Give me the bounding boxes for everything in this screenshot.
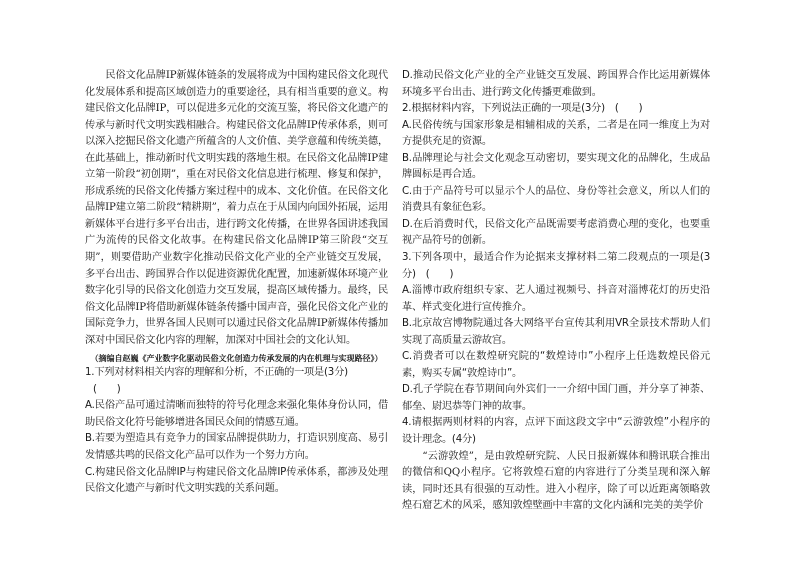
q2-option-b: B.品牌理论与社会文化观念互动密切，要实现文化的品牌化，生成品牌圆标是再合适。 [402, 152, 710, 181]
q2-stem: 2.根据材料内容，下列说法正确的一项是(3分) ( ) [402, 103, 643, 115]
q2-option-c: C.由于产品符号可以显示个人的品位、身份等社会意义，所以人们的消费具有象征色彩。 [402, 185, 710, 214]
q3-option-c: C.消费者可以在数煌研究院的“数煌诗巾”小程序上任选数煌民俗元素，购买专属“敦煌诗巾”。 [402, 351, 710, 379]
q2-option-d: D.在后消费时代，民俗文化产品既需要考虑消费心理的变化，也要重视产品符号的创新。 [402, 218, 710, 247]
q1-stem: 1.下列对材料相关内容的理解和分析，不正确的一项是(3分) [85, 367, 348, 379]
passage-source: （摘编自赵巍《产业数字化驱动民俗文化创造力传承发展的内在机理与实现路径》） [90, 353, 383, 364]
q4-passage: “云游敦煌”，是由敦煌研究院、人民日报新媒体和腾讯联合推出的微信和QQ小程序。它将敦煌石窟的内容进行了分类呈现和深入解读，同时还具有很强的互动性。进入小程序，除了可以近距离领略敦煌石窟艺术的风采，感知敦煌壁画中丰富的文化内涵和完美的美学价 [402, 450, 710, 512]
passage-body: 民俗文化品牌IP新媒体链条的发展将成为中国构建民俗文化现代化发展体系和提高区域创造力的重要途径，具有相当重要的意义。构建民俗文化品牌IP，可以促进多元化的交流互鉴，将民俗文化遗产的传承与新时代文明实践相融合。构建民俗文化品牌IP传承体系，则可以深入挖掘民俗文化遗产所蕴含的人文价值、美学意蕴和传统美德，在此基础上，推动新时代文明实践的落地生根。在民俗文化品牌IP建立第一阶段“初创期”，重在对民俗文化信息进行梳理、修复和保护，形成系统的民俗文化传播方案过程中的成本、文化价值。在民俗文化品牌IP建立第二阶段“精耕期”，着力点在于从国内向国外拓展，运用新媒体平台进行多平台出击，进行跨文化传播，在世界各国讲述我国广为流传的民俗文化故事。在构建民俗文化品牌IP第三阶段“交互期”，则要借助产业数字化推动民俗文化产业的全产业链交互发展，多平台出击、跨国界合作以促进资源优化配置，加速新媒体环境产业数字化引导的民俗文化创造力交互发展，提高区域传播力。最终，民俗文化品牌IP将借助新媒体链条传播中国声音，强化民俗文化产业的国际竞争力，世界各国人民则可以通过民俗文化品牌IP新媒体传播加深对中国民俗文化内容的理解，加深对中国社会的文化认知。 [85, 70, 388, 346]
q2-option-a: A.民俗传统与国家形象是相辅相成的关系，二者是在同一维度上为对方提供充足的资源。 [402, 119, 710, 148]
q3-option-a: A.淄博市政府组织专家、艺人通过视频号、抖音对淄博花灯的历史沿革、样式变化进行宣传推介。 [402, 285, 710, 313]
q1-option-a: A.民俗产品可通过清晰而独特的符号化理念来强化集体身份认同，借助民俗文化符号能够增进各国民众间的情感互通。 [85, 400, 388, 428]
q1-option-c: C.构建民俗文化品牌IP与构建民俗文化品牌IP传承体系，都涉及处理民俗文化遗产与新时代文明实践的关系问题。 [85, 466, 388, 495]
q1-option-b: B.若要为塑造具有竞争力的国家品牌提供助力，打造识别度高、易引发情感共鸣的民俗文化产品可以作为一个努力方向。 [85, 433, 388, 462]
q1-option-d: D.推动民俗文化产业的全产业链交互发展、跨国界合作比运用新媒体环境多平台出击、进行跨文化传播更难做到。 [402, 70, 710, 98]
right-column [402, 68, 710, 515]
q3-option-b: B.北京故宫博物院通过各大网络平台宣传其利用VR全景技术帮助人们实现了高质量云游故宫。 [402, 318, 710, 346]
q4-stem: 4.请根据两则材料的内容，点评下面这段文字中“云游敦煌”小程序的设计理念。(4分) [402, 417, 710, 446]
left-column [85, 68, 388, 498]
q3-stem: 3.下列各项中，最适合作为论据来支撑材料二第二段观点的一项是(3分) ( ) [402, 252, 710, 280]
q1-blank: ( ) [93, 383, 121, 395]
q3-option-d: D.孔子学院在春节期间向外宾们一一介绍中国门画，并分享了神荼、郁垒、尉迟恭等门神的故事。 [402, 384, 710, 412]
